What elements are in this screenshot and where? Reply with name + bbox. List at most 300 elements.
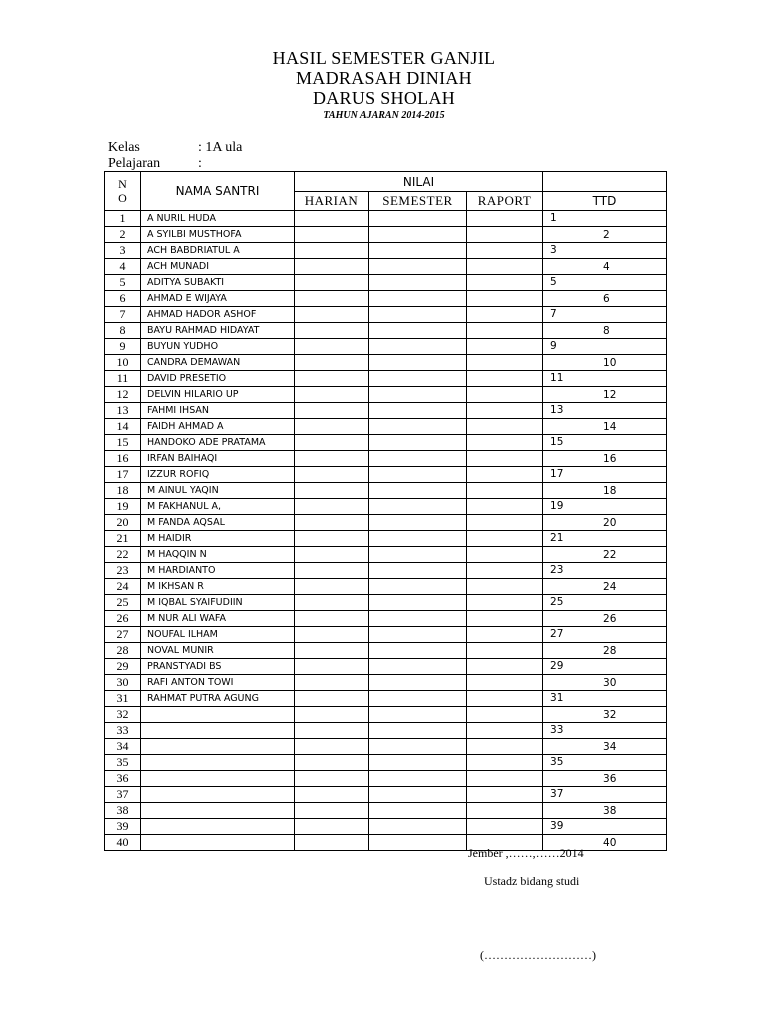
table-row (105, 547, 667, 563)
row-number: 16 (105, 451, 141, 467)
table-row (105, 483, 667, 499)
semester-cell[interactable] (369, 579, 467, 595)
raport-cell[interactable] (467, 499, 543, 515)
row-number: 3 (105, 243, 141, 259)
harian-cell[interactable] (295, 275, 369, 291)
raport-cell[interactable] (467, 659, 543, 675)
class-info (108, 140, 242, 172)
semester-cell[interactable] (369, 227, 467, 243)
ttd-number: 25 (550, 596, 564, 608)
student-name: BAYU RAHMAD HIDAYAT (141, 323, 295, 339)
harian-cell[interactable] (295, 419, 369, 435)
ttd-number: 7 (550, 308, 557, 320)
ttd-number: 1 (550, 212, 557, 224)
table-row (105, 691, 667, 707)
ttd-number: 14 (603, 421, 617, 433)
semester-cell[interactable] (369, 723, 467, 739)
harian-cell[interactable] (295, 659, 369, 675)
ttd-number: 9 (550, 340, 557, 352)
harian-cell[interactable] (295, 483, 369, 499)
raport-cell[interactable] (467, 707, 543, 723)
semester-cell[interactable] (369, 803, 467, 819)
harian-cell[interactable] (295, 739, 369, 755)
raport-cell[interactable] (467, 611, 543, 627)
signature-line: (………………………) (480, 948, 596, 962)
ttd-cell[interactable] (543, 739, 667, 755)
student-name (141, 771, 295, 787)
ttd-cell[interactable] (543, 339, 667, 355)
semester-cell[interactable] (369, 515, 467, 531)
ttd-number: 28 (603, 645, 617, 657)
col-harian-header: HARIAN (295, 192, 369, 211)
ttd-cell[interactable] (543, 451, 667, 467)
ttd-cell[interactable] (543, 323, 667, 339)
raport-cell[interactable] (467, 739, 543, 755)
student-name (141, 787, 295, 803)
title-line-2: MADRASAH DINIAH (295, 68, 472, 88)
table-row (105, 307, 667, 323)
raport-cell[interactable] (467, 275, 543, 291)
semester-cell[interactable] (369, 435, 467, 451)
row-number: 12 (105, 387, 141, 403)
ttd-cell[interactable] (543, 819, 667, 835)
row-number: 7 (105, 307, 141, 323)
ttd-cell[interactable] (543, 547, 667, 563)
semester-cell[interactable] (369, 211, 467, 227)
semester-cell[interactable] (369, 755, 467, 771)
harian-cell[interactable] (295, 787, 369, 803)
harian-cell[interactable] (295, 515, 369, 531)
title-line-3: DARUS SHOLAH (312, 88, 456, 108)
ttd-number: 33 (550, 724, 564, 736)
ttd-number: 18 (603, 485, 617, 497)
ttd-cell[interactable] (543, 227, 667, 243)
student-name: M HAQQIN N (141, 547, 295, 563)
row-number: 10 (105, 355, 141, 371)
harian-cell[interactable] (295, 291, 369, 307)
harian-cell[interactable] (295, 755, 369, 771)
ttd-cell[interactable] (543, 483, 667, 499)
semester-cell[interactable] (369, 611, 467, 627)
harian-cell[interactable] (295, 227, 369, 243)
table-row (105, 707, 667, 723)
ttd-cell[interactable] (543, 211, 667, 227)
row-number: 13 (105, 403, 141, 419)
harian-cell[interactable] (295, 675, 369, 691)
ttd-number: 11 (550, 372, 564, 384)
ttd-cell[interactable] (543, 803, 667, 819)
table-row (105, 771, 667, 787)
ttd-number: 12 (603, 389, 617, 401)
col-ttd-header: TTD (543, 192, 667, 211)
row-number: 32 (105, 707, 141, 723)
semester-cell[interactable] (369, 547, 467, 563)
semester-cell[interactable] (369, 243, 467, 259)
ttd-cell[interactable] (543, 403, 667, 419)
row-number: 38 (105, 803, 141, 819)
ttd-cell[interactable] (543, 627, 667, 643)
harian-cell[interactable] (295, 243, 369, 259)
harian-cell[interactable] (295, 835, 369, 851)
row-number: 15 (105, 435, 141, 451)
row-number: 34 (105, 739, 141, 755)
harian-cell[interactable] (295, 403, 369, 419)
ttd-number: 17 (550, 468, 564, 480)
ttd-number: 10 (603, 357, 617, 369)
harian-cell[interactable] (295, 579, 369, 595)
ttd-cell[interactable] (543, 579, 667, 595)
ttd-number: 8 (603, 325, 610, 337)
harian-cell[interactable] (295, 771, 369, 787)
ttd-cell[interactable] (543, 531, 667, 547)
ttd-cell[interactable] (543, 515, 667, 531)
raport-cell[interactable] (467, 243, 543, 259)
semester-cell[interactable] (369, 499, 467, 515)
raport-cell[interactable] (467, 579, 543, 595)
student-name: M HAIDIR (141, 531, 295, 547)
semester-cell[interactable] (369, 275, 467, 291)
ttd-cell[interactable] (543, 291, 667, 307)
student-name (141, 739, 295, 755)
title-line-1: HASIL SEMESTER GANJIL (272, 48, 496, 68)
harian-cell[interactable] (295, 435, 369, 451)
col-nilai-header: NILAI (295, 172, 543, 192)
semester-cell[interactable] (369, 835, 467, 851)
harian-cell[interactable] (295, 707, 369, 723)
raport-cell[interactable] (467, 803, 543, 819)
harian-cell[interactable] (295, 499, 369, 515)
raport-cell[interactable] (467, 595, 543, 611)
ttd-number: 37 (550, 788, 564, 800)
raport-cell[interactable] (467, 515, 543, 531)
student-name: M NUR ALI WAFA (141, 611, 295, 627)
student-name: M IQBAL SYAIFUDIIN (141, 595, 295, 611)
pelajaran-value: : (198, 156, 202, 171)
semester-cell[interactable] (369, 307, 467, 323)
semester-cell[interactable] (369, 595, 467, 611)
student-name: NOUFAL ILHAM (141, 627, 295, 643)
table-row (105, 419, 667, 435)
semester-cell[interactable] (369, 339, 467, 355)
semester-cell[interactable] (369, 467, 467, 483)
raport-cell[interactable] (467, 531, 543, 547)
harian-cell[interactable] (295, 627, 369, 643)
grades-table (104, 171, 667, 851)
ttd-cell[interactable] (543, 659, 667, 675)
semester-cell[interactable] (369, 707, 467, 723)
raport-cell[interactable] (467, 307, 543, 323)
student-name: IRFAN BAIHAQI (141, 451, 295, 467)
raport-cell[interactable] (467, 435, 543, 451)
ttd-cell[interactable] (543, 355, 667, 371)
semester-cell[interactable] (369, 403, 467, 419)
col-name-header: NAMA SANTRI (141, 172, 295, 211)
ttd-cell[interactable] (543, 307, 667, 323)
student-name: RAFI ANTON TOWI (141, 675, 295, 691)
harian-cell[interactable] (295, 307, 369, 323)
table-row (105, 323, 667, 339)
ttd-cell[interactable] (543, 643, 667, 659)
student-name: RAHMAT PUTRA AGUNG (141, 691, 295, 707)
kelas-value: : 1A ula (198, 140, 243, 155)
harian-cell[interactable] (295, 531, 369, 547)
table-row (105, 595, 667, 611)
semester-cell[interactable] (369, 787, 467, 803)
raport-cell[interactable] (467, 387, 543, 403)
student-name: IZZUR ROFIQ (141, 467, 295, 483)
ttd-cell[interactable] (543, 275, 667, 291)
harian-cell[interactable] (295, 803, 369, 819)
table-row (105, 499, 667, 515)
student-name: AHMAD HADOR ASHOF (141, 307, 295, 323)
raport-cell[interactable] (467, 771, 543, 787)
ttd-cell[interactable] (543, 691, 667, 707)
ttd-cell[interactable] (543, 563, 667, 579)
raport-cell[interactable] (467, 291, 543, 307)
semester-cell[interactable] (369, 771, 467, 787)
row-number: 1 (105, 211, 141, 227)
student-name (141, 755, 295, 771)
table-row (105, 259, 667, 275)
ttd-cell[interactable] (543, 435, 667, 451)
student-name: CANDRA DEMAWAN (141, 355, 295, 371)
raport-cell[interactable] (467, 483, 543, 499)
raport-cell[interactable] (467, 355, 543, 371)
row-number: 11 (105, 371, 141, 387)
table-row (105, 723, 667, 739)
raport-cell[interactable] (467, 419, 543, 435)
harian-cell[interactable] (295, 691, 369, 707)
student-name: ADITYA SUBAKTI (141, 275, 295, 291)
ttd-number: 39 (550, 820, 564, 832)
raport-cell[interactable] (467, 691, 543, 707)
ttd-cell[interactable] (543, 723, 667, 739)
raport-cell[interactable] (467, 467, 543, 483)
harian-cell[interactable] (295, 387, 369, 403)
ttd-number: 30 (603, 677, 617, 689)
row-number: 24 (105, 579, 141, 595)
raport-cell[interactable] (467, 339, 543, 355)
table-row (105, 451, 667, 467)
student-name: HANDOKO ADE PRATAMA (141, 435, 295, 451)
table-row (105, 387, 667, 403)
raport-cell[interactable] (467, 755, 543, 771)
raport-cell[interactable] (467, 627, 543, 643)
table-row (105, 339, 667, 355)
harian-cell[interactable] (295, 595, 369, 611)
table-row (105, 563, 667, 579)
harian-cell[interactable] (295, 819, 369, 835)
harian-cell[interactable] (295, 611, 369, 627)
ttd-number: 36 (603, 773, 617, 785)
row-number: 37 (105, 787, 141, 803)
ttd-cell[interactable] (543, 675, 667, 691)
ttd-number: 31 (550, 692, 564, 704)
table-row (105, 435, 667, 451)
raport-cell[interactable] (467, 723, 543, 739)
kelas-row (108, 140, 242, 156)
row-number: 19 (105, 499, 141, 515)
row-number: 23 (105, 563, 141, 579)
col-no-top: N (118, 177, 127, 191)
table-row (105, 291, 667, 307)
ttd-number: 16 (603, 453, 617, 465)
raport-cell[interactable] (467, 211, 543, 227)
raport-cell[interactable] (467, 675, 543, 691)
table-row (105, 803, 667, 819)
semester-cell[interactable] (369, 259, 467, 275)
ttd-cell[interactable] (543, 259, 667, 275)
table-row (105, 403, 667, 419)
ttd-cell[interactable] (543, 371, 667, 387)
ttd-number: 29 (550, 660, 564, 672)
raport-cell[interactable] (467, 563, 543, 579)
student-name (141, 723, 295, 739)
semester-cell[interactable] (369, 675, 467, 691)
student-name: ACH BABDRIATUL A (141, 243, 295, 259)
table-row (105, 755, 667, 771)
ttd-number: 4 (603, 261, 610, 273)
col-raport-header: RAPORT (467, 192, 543, 211)
header-row-top (105, 172, 667, 192)
row-number: 21 (105, 531, 141, 547)
harian-cell[interactable] (295, 323, 369, 339)
ttd-number: 22 (603, 549, 617, 561)
ttd-number: 40 (603, 837, 617, 849)
ttd-cell[interactable] (543, 611, 667, 627)
table-row (105, 787, 667, 803)
semester-cell[interactable] (369, 643, 467, 659)
semester-cell[interactable] (369, 627, 467, 643)
harian-cell[interactable] (295, 467, 369, 483)
student-name: DELVIN HILARIO UP (141, 387, 295, 403)
ttd-cell[interactable] (543, 707, 667, 723)
ttd-cell[interactable] (543, 419, 667, 435)
harian-cell[interactable] (295, 547, 369, 563)
ttd-cell[interactable] (543, 467, 667, 483)
row-number: 30 (105, 675, 141, 691)
student-name: AHMAD E WIJAYA (141, 291, 295, 307)
raport-cell[interactable] (467, 323, 543, 339)
ttd-number: 27 (550, 628, 564, 640)
document-header (0, 48, 768, 122)
raport-cell[interactable] (467, 227, 543, 243)
semester-cell[interactable] (369, 355, 467, 371)
semester-cell[interactable] (369, 323, 467, 339)
place-date: Jember ,……,……2014 (468, 846, 584, 860)
table-row (105, 227, 667, 243)
row-number: 9 (105, 339, 141, 355)
raport-cell[interactable] (467, 643, 543, 659)
harian-cell[interactable] (295, 563, 369, 579)
table-row (105, 611, 667, 627)
ttd-cell[interactable] (543, 787, 667, 803)
ttd-cell[interactable] (543, 387, 667, 403)
semester-cell[interactable] (369, 371, 467, 387)
raport-cell[interactable] (467, 371, 543, 387)
raport-cell[interactable] (467, 451, 543, 467)
row-number: 8 (105, 323, 141, 339)
ttd-cell[interactable] (543, 771, 667, 787)
student-name: PRANSTYADI BS (141, 659, 295, 675)
table-row (105, 515, 667, 531)
student-name: FAIDH AHMAD A (141, 419, 295, 435)
row-number: 29 (105, 659, 141, 675)
harian-cell[interactable] (295, 211, 369, 227)
harian-cell[interactable] (295, 355, 369, 371)
student-name (141, 707, 295, 723)
semester-cell[interactable] (369, 739, 467, 755)
semester-cell[interactable] (369, 387, 467, 403)
ttd-number: 2 (603, 229, 610, 241)
ttd-number: 6 (603, 293, 610, 305)
table-row (105, 579, 667, 595)
ttd-number: 24 (603, 581, 617, 593)
pelajaran-label: Pelajaran (108, 156, 161, 171)
student-name: A SYILBI MUSTHOFA (141, 227, 295, 243)
harian-cell[interactable] (295, 723, 369, 739)
semester-cell[interactable] (369, 531, 467, 547)
student-name: ACH MUNADI (141, 259, 295, 275)
semester-cell[interactable] (369, 451, 467, 467)
student-name: BUYUN YUDHO (141, 339, 295, 355)
col-no-header (105, 172, 141, 211)
student-name: M FAKHANUL A, (141, 499, 295, 515)
table-row (105, 211, 667, 227)
ttd-number: 20 (603, 517, 617, 529)
ttd-cell[interactable] (543, 499, 667, 515)
semester-cell[interactable] (369, 419, 467, 435)
student-name (141, 819, 295, 835)
row-number: 4 (105, 259, 141, 275)
ttd-number: 26 (603, 613, 617, 625)
row-number: 22 (105, 547, 141, 563)
signer-role: Ustadz bidang studi (484, 874, 580, 888)
ttd-number: 5 (550, 276, 557, 288)
raport-cell[interactable] (467, 819, 543, 835)
harian-cell[interactable] (295, 259, 369, 275)
harian-cell[interactable] (295, 451, 369, 467)
ttd-number: 23 (550, 564, 564, 576)
raport-cell[interactable] (467, 547, 543, 563)
ttd-cell[interactable] (543, 243, 667, 259)
raport-cell[interactable] (467, 787, 543, 803)
row-number: 5 (105, 275, 141, 291)
semester-cell[interactable] (369, 291, 467, 307)
row-number: 2 (105, 227, 141, 243)
semester-cell[interactable] (369, 563, 467, 579)
semester-cell[interactable] (369, 691, 467, 707)
harian-cell[interactable] (295, 643, 369, 659)
semester-cell[interactable] (369, 483, 467, 499)
ttd-number: 38 (603, 805, 617, 817)
ttd-cell[interactable] (543, 595, 667, 611)
raport-cell[interactable] (467, 403, 543, 419)
ttd-cell[interactable] (543, 755, 667, 771)
row-number: 33 (105, 723, 141, 739)
harian-cell[interactable] (295, 339, 369, 355)
semester-cell[interactable] (369, 659, 467, 675)
table-row (105, 467, 667, 483)
raport-cell[interactable] (467, 259, 543, 275)
row-number: 17 (105, 467, 141, 483)
harian-cell[interactable] (295, 371, 369, 387)
student-name (141, 835, 295, 851)
col-semester-header: SEMESTER (369, 192, 467, 211)
table-row (105, 355, 667, 371)
row-number: 25 (105, 595, 141, 611)
semester-cell[interactable] (369, 819, 467, 835)
